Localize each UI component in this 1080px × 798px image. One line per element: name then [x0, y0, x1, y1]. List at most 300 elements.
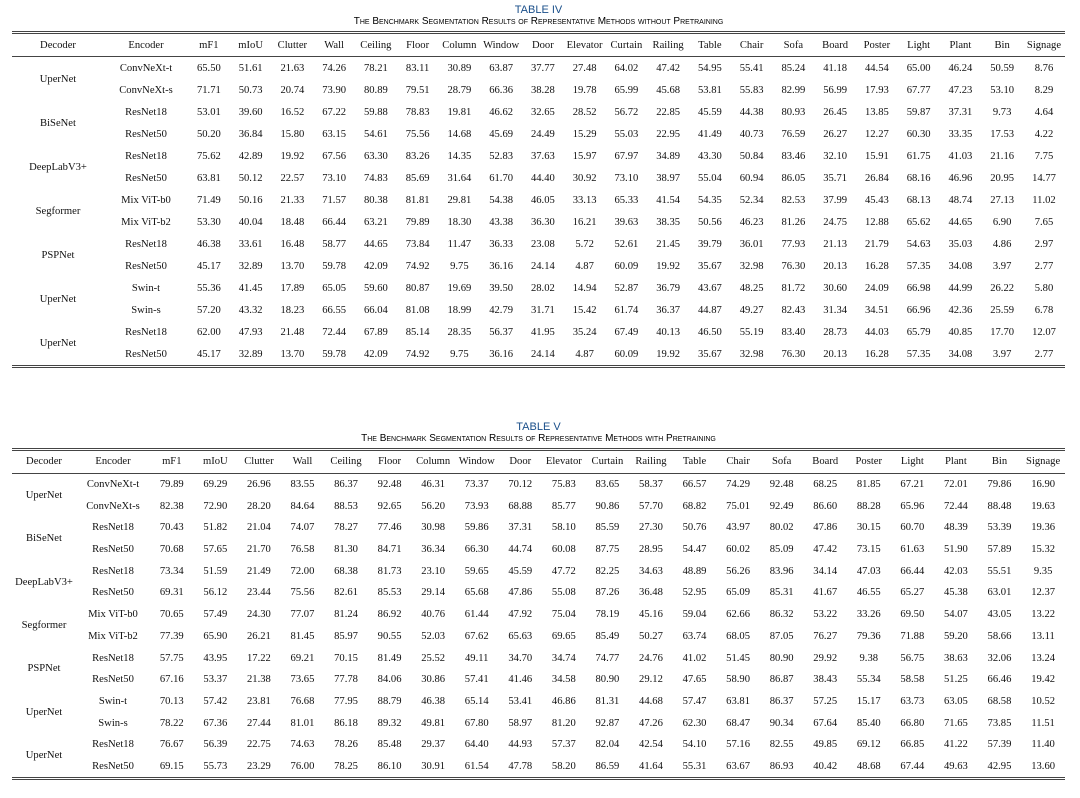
value-cell: 66.30	[464, 544, 489, 556]
table-row	[12, 343, 1065, 367]
value-cell: 23.29	[246, 760, 271, 772]
value-cell: 90.86	[595, 500, 620, 512]
value-cell: 21.16	[990, 150, 1015, 162]
value-cell: 73.15	[856, 544, 881, 556]
value-cell: 80.90	[769, 652, 794, 664]
value-cell: 49.85	[813, 739, 838, 751]
column-header: Clutter	[237, 450, 281, 474]
encoder-cell: ResNet18	[92, 739, 134, 751]
value-cell: 74.63	[290, 739, 315, 751]
value-cell: 52.95	[682, 587, 707, 599]
value-cell: 65.96	[900, 500, 925, 512]
value-cell: 44.40	[530, 172, 555, 184]
value-cell: 50.59	[990, 62, 1015, 74]
value-cell: 45.17	[196, 348, 221, 360]
table-row	[12, 473, 1065, 495]
value-cell: 44.99	[948, 282, 973, 294]
value-cell: 38.28	[530, 84, 555, 96]
decoder-cell: PSPNet	[27, 663, 61, 675]
value-cell: 78.22	[159, 717, 184, 729]
value-cell: 68.13	[906, 194, 931, 206]
value-cell: 85.77	[551, 500, 576, 512]
value-cell: 45.38	[943, 587, 968, 599]
value-cell: 28.35	[447, 326, 472, 338]
column-header: Door	[499, 450, 543, 474]
value-cell: 34.51	[864, 304, 889, 316]
value-cell: 85.53	[377, 587, 402, 599]
value-cell: 16.21	[572, 216, 597, 228]
table-row	[12, 712, 1065, 734]
encoder-cell: ResNet50	[125, 348, 167, 360]
value-cell: 59.86	[464, 522, 489, 534]
value-cell: 87.75	[595, 544, 620, 556]
value-cell: 54.35	[697, 194, 722, 206]
value-cell: 35.24	[572, 326, 597, 338]
value-cell: 90.34	[769, 717, 794, 729]
column-header: Bin	[978, 450, 1022, 474]
value-cell: 79.86	[987, 479, 1012, 491]
value-cell: 55.73	[203, 760, 228, 772]
value-cell: 67.22	[322, 106, 347, 118]
value-cell: 57.70	[639, 500, 663, 512]
column-header: Sofa	[760, 450, 804, 474]
value-cell: 92.49	[769, 500, 794, 512]
value-cell: 9.35	[1033, 565, 1053, 577]
value-cell: 36.48	[639, 587, 663, 599]
value-cell: 13.70	[280, 348, 305, 360]
value-cell: 73.10	[614, 172, 639, 184]
value-cell: 60.08	[551, 544, 576, 556]
value-cell: 86.60	[813, 500, 838, 512]
value-cell: 15.91	[864, 150, 889, 162]
value-cell: 70.13	[159, 695, 184, 707]
value-cell: 29.81	[447, 194, 472, 206]
value-cell: 50.76	[682, 522, 707, 534]
value-cell: 86.37	[334, 479, 358, 491]
value-cell: 71.57	[322, 194, 347, 206]
column-header: Door	[522, 33, 564, 57]
encoder-cell: Swin-t	[131, 282, 161, 294]
value-cell: 19.92	[280, 150, 305, 162]
value-cell: 79.89	[159, 479, 184, 491]
value-cell: 67.89	[363, 326, 388, 338]
value-cell: 71.65	[943, 717, 968, 729]
value-cell: 27.48	[572, 62, 597, 74]
value-cell: 80.93	[781, 106, 806, 118]
value-cell: 57.25	[813, 695, 838, 707]
value-cell: 83.96	[769, 565, 794, 577]
value-cell: 83.40	[781, 326, 806, 338]
value-cell: 66.98	[906, 282, 931, 294]
table-number: TABLE IV	[514, 4, 563, 16]
value-cell: 52.83	[489, 150, 514, 162]
value-cell: 55.03	[614, 128, 639, 140]
value-cell: 15.17	[856, 695, 881, 707]
value-cell: 70.43	[159, 522, 184, 534]
value-cell: 44.93	[508, 739, 533, 751]
table-row	[12, 255, 1065, 277]
value-cell: 36.79	[656, 282, 681, 294]
value-cell: 26.27	[823, 128, 848, 140]
value-cell: 57.20	[196, 304, 221, 316]
value-cell: 43.30	[697, 150, 722, 162]
value-cell: 58.97	[508, 717, 533, 729]
value-cell: 4.86	[992, 238, 1012, 250]
value-cell: 14.68	[447, 128, 472, 140]
value-cell: 12.27	[864, 128, 889, 140]
value-cell: 81.30	[334, 544, 358, 556]
value-cell: 77.93	[781, 238, 806, 250]
table-row	[12, 299, 1065, 321]
value-cell: 76.58	[290, 544, 315, 556]
value-cell: 86.93	[769, 760, 794, 772]
value-cell: 84.06	[377, 674, 402, 686]
value-cell: 81.31	[595, 695, 620, 707]
value-cell: 34.74	[551, 652, 576, 664]
value-cell: 60.94	[739, 172, 764, 184]
value-cell: 59.65	[464, 565, 489, 577]
column-header: Signage	[1023, 33, 1065, 57]
benchmark-table	[12, 31, 1065, 368]
value-cell: 21.04	[246, 522, 271, 534]
encoder-cell: Mix ViT-b0	[88, 609, 138, 621]
value-cell: 32.06	[987, 652, 1012, 664]
value-cell: 50.56	[697, 216, 722, 228]
value-cell: 23.08	[530, 238, 555, 250]
value-cell: 68.58	[987, 695, 1012, 707]
value-cell: 43.05	[987, 609, 1012, 621]
value-cell: 46.38	[196, 238, 221, 250]
value-cell: 42.09	[363, 348, 388, 360]
value-cell: 42.79	[489, 304, 514, 316]
value-cell: 54.47	[682, 544, 707, 556]
value-cell: 53.39	[987, 522, 1012, 534]
value-cell: 27.30	[639, 522, 663, 534]
value-cell: 83.65	[595, 479, 620, 491]
value-cell: 13.85	[864, 106, 889, 118]
value-cell: 44.65	[948, 216, 973, 228]
value-cell: 54.95	[697, 62, 722, 74]
value-cell: 63.30	[363, 150, 388, 162]
value-cell: 65.79	[906, 326, 931, 338]
encoder-cell: ResNet18	[92, 565, 134, 577]
value-cell: 72.01	[943, 479, 968, 491]
value-cell: 57.35	[906, 260, 931, 272]
value-cell: 17.93	[864, 84, 889, 96]
value-cell: 22.95	[656, 128, 681, 140]
column-header: Clutter	[272, 33, 314, 57]
value-cell: 11.40	[1031, 739, 1055, 751]
value-cell: 20.13	[823, 260, 848, 272]
value-cell: 72.00	[290, 565, 315, 577]
value-cell: 59.78	[322, 348, 347, 360]
value-cell: 71.88	[900, 630, 925, 642]
value-cell: 19.36	[1031, 522, 1056, 534]
value-cell: 20.95	[990, 172, 1015, 184]
value-cell: 58.77	[322, 238, 347, 250]
value-cell: 57.41	[464, 674, 489, 686]
value-cell: 33.26	[856, 609, 881, 621]
value-cell: 74.92	[405, 260, 430, 272]
value-cell: 73.93	[464, 500, 489, 512]
value-cell: 16.90	[1031, 479, 1056, 491]
value-cell: 86.32	[769, 609, 794, 621]
column-header: Sofa	[773, 33, 815, 57]
value-cell: 30.86	[421, 674, 446, 686]
column-header: Board	[814, 33, 856, 57]
table-row	[12, 604, 1065, 626]
value-cell: 40.13	[656, 326, 681, 338]
column-header: Table	[673, 450, 717, 474]
table-row	[12, 560, 1065, 582]
value-cell: 78.19	[595, 609, 620, 621]
table-row	[12, 647, 1065, 669]
value-cell: 41.95	[530, 326, 555, 338]
value-cell: 47.86	[813, 522, 838, 534]
decoder-cell: UperNet	[25, 750, 63, 762]
value-cell: 79.51	[405, 84, 430, 96]
value-cell: 7.65	[1034, 216, 1054, 228]
value-cell: 24.30	[246, 609, 271, 621]
value-cell: 70.68	[159, 544, 184, 556]
value-cell: 27.44	[246, 717, 271, 729]
value-cell: 36.16	[489, 260, 514, 272]
value-cell: 76.59	[781, 128, 806, 140]
encoder-cell: ResNet18	[92, 652, 134, 664]
column-header: Chair	[716, 450, 760, 474]
value-cell: 69.12	[856, 739, 881, 751]
value-cell: 74.92	[405, 348, 430, 360]
value-cell: 81.73	[377, 565, 402, 577]
value-cell: 73.34	[159, 565, 184, 577]
value-cell: 29.37	[421, 739, 446, 751]
value-cell: 41.64	[639, 760, 663, 772]
value-cell: 19.81	[447, 106, 472, 118]
value-cell: 40.76	[421, 609, 446, 621]
value-cell: 30.91	[421, 760, 446, 772]
value-cell: 60.09	[614, 348, 639, 360]
value-cell: 57.16	[726, 739, 751, 751]
value-cell: 81.24	[334, 609, 358, 621]
decoder-cell: DeepLabV3+	[15, 576, 73, 588]
value-cell: 46.24	[948, 62, 973, 74]
value-cell: 71.71	[196, 84, 221, 96]
value-cell: 46.96	[948, 172, 973, 184]
table-row	[12, 79, 1065, 101]
encoder-cell: ResNet50	[125, 260, 167, 272]
value-cell: 85.14	[405, 326, 430, 338]
value-cell: 22.57	[280, 172, 305, 184]
encoder-cell: ResNet50	[92, 544, 134, 556]
value-cell: 76.30	[781, 260, 806, 272]
value-cell: 81.49	[377, 652, 402, 664]
value-cell: 68.16	[906, 172, 931, 184]
encoder-cell: Swin-s	[98, 717, 128, 729]
value-cell: 21.63	[280, 62, 305, 74]
value-cell: 72.44	[943, 500, 968, 512]
value-cell: 67.56	[322, 150, 347, 162]
value-cell: 65.14	[464, 695, 489, 707]
value-cell: 81.08	[405, 304, 430, 316]
value-cell: 9.75	[450, 348, 469, 360]
value-cell: 65.05	[322, 282, 347, 294]
column-header: Railing	[647, 33, 689, 57]
value-cell: 85.48	[377, 739, 402, 751]
value-cell: 62.00	[196, 326, 221, 338]
value-cell: 11.47	[447, 238, 472, 250]
value-cell: 18.99	[447, 304, 472, 316]
encoder-cell: Mix ViT-b0	[121, 194, 171, 206]
value-cell: 48.68	[856, 760, 881, 772]
value-cell: 19.92	[656, 260, 681, 272]
table-row	[12, 756, 1065, 779]
value-cell: 45.17	[196, 260, 221, 272]
value-cell: 55.51	[987, 565, 1012, 577]
value-cell: 15.32	[1031, 544, 1056, 556]
value-cell: 41.22	[943, 739, 968, 751]
value-cell: 15.80	[280, 128, 305, 140]
table-v-block	[12, 421, 1065, 780]
value-cell: 49.81	[421, 717, 446, 729]
value-cell: 86.59	[595, 760, 620, 772]
value-cell: 66.36	[489, 84, 514, 96]
value-cell: 28.79	[447, 84, 472, 96]
value-cell: 33.61	[238, 238, 263, 250]
value-cell: 58.20	[551, 760, 576, 772]
decoder-cell: PSPNet	[41, 249, 75, 261]
value-cell: 78.27	[334, 522, 358, 534]
value-cell: 51.59	[203, 565, 228, 577]
encoder-cell: ConvNeXt-s	[119, 84, 173, 96]
value-cell: 36.01	[739, 238, 764, 250]
value-cell: 37.77	[530, 62, 555, 74]
value-cell: 34.08	[948, 260, 973, 272]
decoder-cell: UperNet	[39, 293, 77, 305]
value-cell: 3.97	[992, 260, 1012, 272]
value-cell: 81.20	[551, 717, 576, 729]
value-cell: 86.87	[769, 674, 794, 686]
table-row	[12, 233, 1065, 255]
value-cell: 87.26	[595, 587, 620, 599]
value-cell: 32.98	[739, 260, 764, 272]
value-cell: 46.05	[530, 194, 555, 206]
value-cell: 31.34	[823, 304, 848, 316]
value-cell: 41.49	[697, 128, 722, 140]
value-cell: 77.07	[290, 609, 315, 621]
value-cell: 63.05	[943, 695, 968, 707]
value-cell: 86.10	[377, 760, 402, 772]
column-header: Chair	[731, 33, 773, 57]
value-cell: 41.67	[813, 587, 838, 599]
table-row	[12, 734, 1065, 756]
value-cell: 67.97	[614, 150, 639, 162]
value-cell: 53.22	[813, 609, 838, 621]
value-cell: 78.83	[405, 106, 430, 118]
value-cell: 33.35	[948, 128, 973, 140]
column-header: Window	[480, 33, 522, 57]
value-cell: 88.79	[377, 695, 402, 707]
value-cell: 29.12	[639, 674, 663, 686]
value-cell: 13.60	[1031, 760, 1056, 772]
value-cell: 20.74	[280, 84, 305, 96]
value-cell: 4.87	[575, 260, 594, 272]
column-header: Window	[455, 450, 499, 474]
column-header: Ceiling	[324, 450, 368, 474]
value-cell: 25.59	[990, 304, 1015, 316]
value-cell: 76.30	[781, 348, 806, 360]
value-cell: 12.88	[864, 216, 889, 228]
value-cell: 17.70	[990, 326, 1015, 338]
value-cell: 28.20	[246, 500, 271, 512]
value-cell: 31.71	[530, 304, 555, 316]
value-cell: 61.54	[464, 760, 489, 772]
value-cell: 37.31	[508, 522, 533, 534]
value-cell: 42.89	[238, 150, 263, 162]
value-cell: 65.62	[906, 216, 931, 228]
value-cell: 44.03	[864, 326, 889, 338]
value-cell: 51.25	[943, 674, 968, 686]
value-cell: 19.92	[656, 348, 681, 360]
value-cell: 45.69	[489, 128, 514, 140]
value-cell: 88.53	[334, 500, 358, 512]
value-cell: 89.32	[377, 717, 402, 729]
decoder-cell: DeepLabV3+	[29, 161, 87, 173]
column-header: Decoder	[12, 450, 76, 474]
value-cell: 9.38	[859, 652, 879, 664]
value-cell: 73.90	[322, 84, 347, 96]
value-cell: 19.63	[1031, 500, 1056, 512]
value-cell: 41.18	[823, 62, 848, 74]
value-cell: 75.56	[405, 128, 430, 140]
value-cell: 61.63	[900, 544, 925, 556]
column-header: Curtain	[586, 450, 630, 474]
value-cell: 37.63	[530, 150, 555, 162]
value-cell: 68.88	[508, 500, 533, 512]
value-cell: 65.50	[196, 62, 221, 74]
value-cell: 58.37	[639, 479, 663, 491]
value-cell: 55.83	[739, 84, 764, 96]
value-cell: 16.52	[280, 106, 305, 118]
column-header: mF1	[188, 33, 230, 57]
value-cell: 61.44	[464, 609, 489, 621]
value-cell: 16.28	[864, 260, 889, 272]
value-cell: 86.92	[377, 609, 402, 621]
value-cell: 20.13	[823, 348, 848, 360]
value-cell: 18.48	[280, 216, 305, 228]
value-cell: 63.15	[322, 128, 347, 140]
value-cell: 22.75	[246, 739, 271, 751]
value-cell: 49.27	[739, 304, 764, 316]
value-cell: 84.64	[290, 500, 315, 512]
value-cell: 41.03	[948, 150, 973, 162]
value-cell: 80.90	[595, 674, 620, 686]
value-cell: 57.75	[159, 652, 184, 664]
value-cell: 57.39	[987, 739, 1012, 751]
value-cell: 57.42	[203, 695, 228, 707]
value-cell: 21.38	[246, 674, 271, 686]
value-cell: 47.03	[856, 565, 881, 577]
encoder-cell: ResNet18	[125, 106, 167, 118]
value-cell: 34.89	[656, 150, 681, 162]
table-row	[12, 211, 1065, 233]
value-cell: 30.92	[572, 172, 597, 184]
column-header: Wall	[313, 33, 355, 57]
value-cell: 9.73	[992, 106, 1012, 118]
value-cell: 51.90	[943, 544, 968, 556]
value-cell: 75.62	[196, 150, 221, 162]
value-cell: 66.44	[900, 565, 925, 577]
value-cell: 43.67	[697, 282, 722, 294]
